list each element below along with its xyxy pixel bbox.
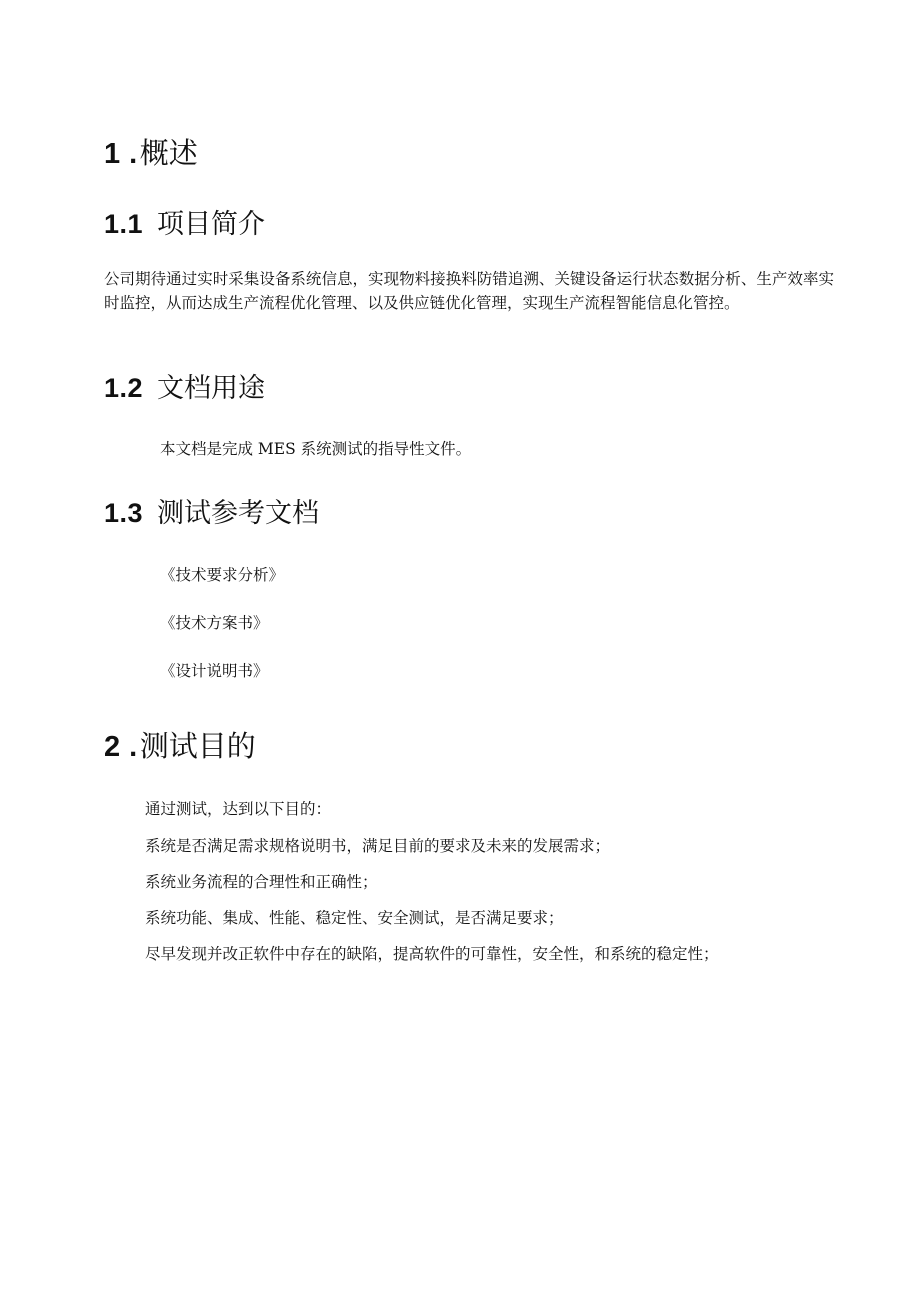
heading-title: 测试目的 (139, 729, 256, 763)
test-goal-line: 系统是否满足需求规格说明书，满足目前的要求及未来的发展需求； (145, 837, 611, 855)
heading-section-1-3 (104, 497, 319, 530)
heading-number: 1 . (104, 138, 138, 170)
heading-number: 2 . (104, 731, 138, 763)
heading-section-1-1 (104, 208, 265, 241)
document-purpose-paragraph: 本文档是完成 MES 系统测试的指导性文件。 (160, 440, 472, 458)
heading-number: 1.3 (104, 498, 144, 528)
test-goal-line: 系统功能、集成、性能、稳定性、安全测试，是否满足要求； (145, 909, 564, 927)
reference-document-item: 《技术要求分析》 (160, 566, 285, 584)
test-goal-line: 通过测试，达到以下目的： (145, 800, 332, 818)
heading-title: 文档用途 (157, 373, 266, 404)
test-goal-line: 尽早发现并改正软件中存在的缺陷，提高软件的可靠性，安全性，和系统的稳定性； (145, 945, 719, 963)
test-goal-line: 系统业务流程的合理性和正确性； (145, 873, 378, 891)
heading-section-1 (104, 136, 198, 171)
heading-title: 项目简介 (157, 209, 266, 240)
reference-document-item: 《设计说明书》 (160, 662, 269, 680)
heading-section-2 (104, 729, 256, 764)
heading-title: 测试参考文档 (157, 498, 320, 529)
heading-section-1-2 (104, 372, 265, 405)
heading-number: 1.2 (104, 373, 144, 403)
reference-document-item: 《技术方案书》 (160, 614, 269, 632)
heading-number: 1.1 (104, 209, 144, 239)
heading-title: 概述 (139, 136, 198, 170)
project-intro-paragraph: 公司期待通过实时采集设备系统信息，实现物料接换料防错追溯、关键设备运行状态数据分析、生产效率实时监控，从而达成生产流程优化管理、以及供应链优化管理，实现生产流程智能信息化管控。 (104, 270, 834, 312)
